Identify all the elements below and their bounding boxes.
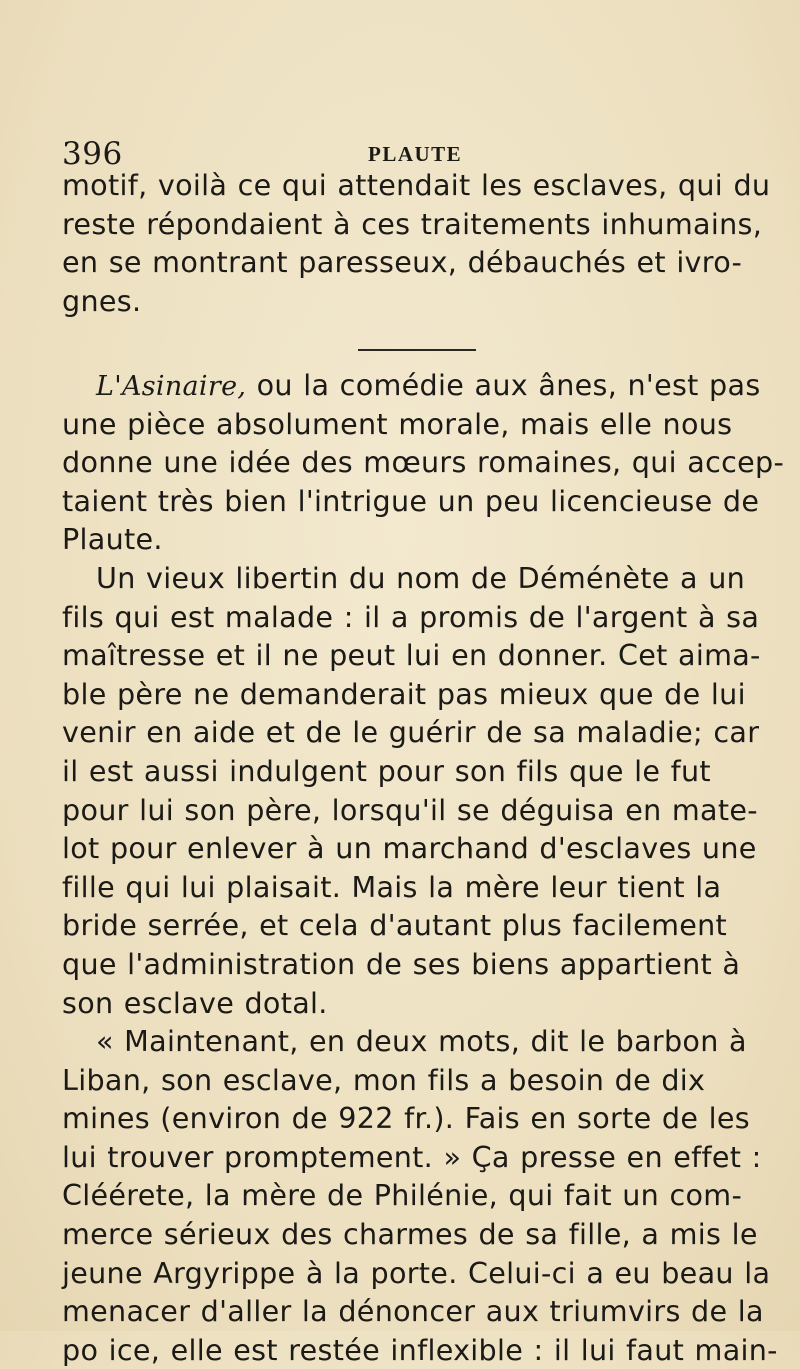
text-line: il est aussi indulgent pour son fils que le fut bbox=[62, 753, 711, 788]
text-line: merce sérieux des charmes de sa fille, a mis le bbox=[62, 1217, 758, 1252]
text-line: menacer d'aller la dénoncer aux triumvirs de la bbox=[62, 1294, 764, 1329]
text-line: donne une idée des mœurs romaines, qui accep- bbox=[62, 445, 785, 480]
text-line: mines (environ de 922 fr.). Fais en sorte de les bbox=[62, 1101, 750, 1136]
text-line: gnes. bbox=[62, 283, 142, 318]
text-line: en se montrant paresseux, débauchés et ivro- bbox=[62, 245, 743, 280]
text-line: lot pour enlever à un marchand d'esclaves une bbox=[62, 831, 757, 866]
text-line: ble père ne demanderait pas mieux que de lui bbox=[62, 676, 746, 711]
section-divider bbox=[358, 349, 476, 351]
text-line: Un vieux libertin du nom de Déménète a un bbox=[96, 560, 746, 595]
text-line: Plaute. bbox=[62, 522, 163, 557]
text-line: que l'administration de ses biens appartient à bbox=[62, 946, 741, 981]
text-line: venir en aide et de le guérir de sa maladie; car bbox=[62, 715, 760, 750]
text-line: motif, voilà ce qui attendait les esclaves, qui du bbox=[62, 168, 771, 202]
main-text bbox=[62, 366, 785, 1369]
text-line: Cléérete, la mère de Philénie, qui fait un com- bbox=[62, 1178, 743, 1213]
text-line: bride serrée, et cela d'autant plus facilement bbox=[62, 908, 728, 943]
text-line: fils qui est malade : il a promis de l'argent à sa bbox=[62, 599, 760, 634]
text-line: fille qui lui plaisait. Mais la mère leur tient la bbox=[62, 869, 722, 904]
text-line: taient très bien l'intrigue un peu licencieuse de bbox=[62, 483, 760, 518]
text-line: maîtresse et il ne peut lui en donner. Cet aima- bbox=[62, 638, 761, 673]
text-line: son esclave dotal. bbox=[62, 985, 328, 1020]
text-line: pour lui son père, lorsqu'il se déguisa en mate- bbox=[62, 792, 758, 827]
page-number: 396 bbox=[62, 136, 123, 172]
text-line: po ice, elle est restée inflexible : il lui faut main- bbox=[62, 1332, 778, 1367]
text-line: reste répondaient à ces traitements inhumains, bbox=[62, 206, 763, 241]
text-line: jeune Argyrippe à la porte. Celui-ci a eu beau la bbox=[62, 1255, 771, 1290]
text-line-rest: ou la comédie aux ânes, n'est pas bbox=[246, 368, 761, 402]
paragraph-1 bbox=[62, 166, 771, 320]
play-title: L'Asinaire, bbox=[96, 371, 247, 402]
running-title: PLAUTE bbox=[368, 142, 463, 166]
text-line: une pièce absolument morale, mais elle nous bbox=[62, 406, 733, 441]
text-line: « Maintenant, en deux mots, dit le barbon à bbox=[96, 1024, 747, 1059]
text-line: Liban, son esclave, mon fils a besoin de dix bbox=[62, 1062, 706, 1097]
paragraph-2-first-line bbox=[62, 366, 762, 405]
text-line: lui trouver promptement. » Ça presse en effet : bbox=[62, 1139, 762, 1174]
